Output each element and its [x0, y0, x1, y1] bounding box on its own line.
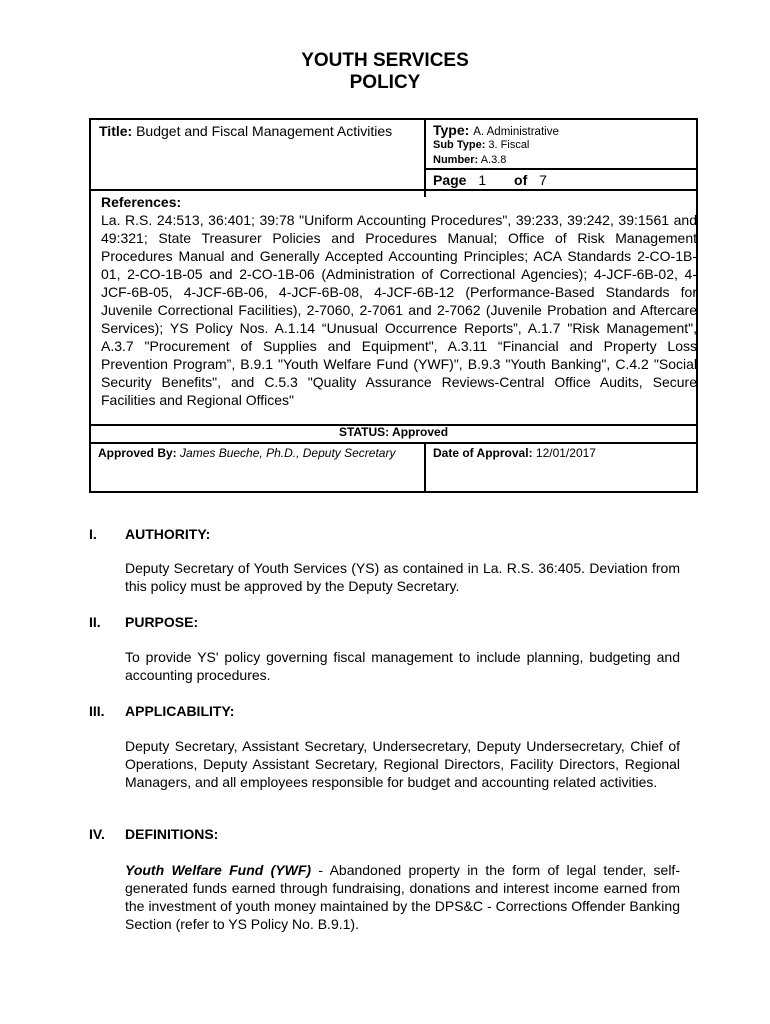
divider-vertical-bottom [424, 442, 426, 493]
type-value: A. Administrative [473, 126, 559, 138]
page-label: Page [433, 172, 467, 188]
title-line-1: YOUTH SERVICES [301, 50, 469, 71]
number-label: Number: [433, 154, 479, 166]
approval-date [433, 446, 596, 460]
date-value: 12/01/2017 [535, 446, 596, 460]
date-label: Date of Approval: [433, 446, 533, 460]
document-title [0, 50, 770, 94]
title-value: Budget and Fiscal Management Activities [136, 123, 393, 139]
divider-approval [91, 442, 696, 444]
section-body: Deputy Secretary, Assistant Secretary, Undersecretary, Deputy Undersecretary, Chief of Operations, Deputy Assistant Secretary, Regional Directors, Facility Directors, Regional Managers, and all employees responsible for budget and accounting related activities. [125, 738, 680, 790]
references [101, 193, 697, 409]
subtype-label: Sub Type: [433, 139, 486, 151]
definition-ywf [125, 861, 680, 933]
status-line: STATUS: Approved [338, 425, 449, 439]
divider-page-row [424, 168, 696, 170]
section-number: III. [89, 703, 105, 719]
definition-text: - Abandoned property in the form of legal tender, self-generated funds earned through fundraising, donations and interest income earned from the investment of youth money maintained by the DPS&C - Corrections Offender Banking Section (refer to YS Policy No. B.9.1). [125, 862, 680, 932]
approved-by-label: Approved By: [98, 446, 177, 460]
type-label: Type: [433, 122, 470, 138]
approved-by [98, 446, 395, 460]
page-total: 7 [539, 172, 547, 188]
subtype-value: 3. Fiscal [488, 139, 530, 151]
policy-title [99, 123, 392, 139]
title-label: Title: [99, 123, 133, 139]
references-label: References: [101, 194, 182, 210]
definition-term: Youth Welfare Fund (YWF) [125, 862, 312, 878]
divider-vertical-top [424, 120, 426, 197]
page-number: 1 [478, 172, 487, 188]
title-line-2: POLICY [349, 72, 421, 93]
section-heading: DEFINITIONS: [125, 826, 219, 842]
section-body: Deputy Secretary of Youth Services (YS) as contained in La. R.S. 36:405. Deviation from this policy must be approved by the Deputy Secretary. [125, 560, 680, 594]
section-heading: PURPOSE: [125, 614, 199, 630]
approved-by-value: James Bueche, Ph.D., Deputy Secretary [180, 446, 396, 460]
section-body: To provide YS' policy governing fiscal management to include planning, budgeting and accounting procedures. [125, 649, 680, 683]
divider-references [91, 189, 696, 191]
section-number: II. [89, 614, 101, 630]
number-value: A.3.8 [480, 154, 507, 166]
of-label: of [514, 172, 528, 188]
policy-header-box [89, 118, 698, 493]
section-number: IV. [89, 826, 105, 842]
section-number: I. [89, 526, 97, 542]
section-heading: AUTHORITY: [125, 526, 211, 542]
policy-type-block [433, 122, 695, 168]
page-indicator [433, 172, 547, 188]
section-heading: APPLICABILITY: [125, 703, 235, 719]
references-text: La. R.S. 24:513, 36:401; 39:78 "Uniform Accounting Procedures", 39:233, 39:242, 39:1561 and 49:321; State Treasurer Policies and Procedures Manual; Office of Risk Management Procedures Manual and Generally Accepted Accounting Principles; ACA Standards 2-CO-1B-01, 2-CO-1B-05 and 2-CO-1B-06 (Administration of Correctional Agencies); 4-JCF-6B-02, 4-JCF-6B-05, 4-JCF-6B-06, 4-JCF-6B-08, 4-JCF-6B-12 (Performance-Based Standards for Juvenile Correctional Facilities), 2-7060, 2-7061 and 2-7062 (Juvenile Probation and Aftercare Services); YS Policy Nos. A.1.14 “Unusual Occurrence Reports”, A.1.7 "Risk Management", A.3.7 "Procurement of Supplies and Equipment", A.3.11 “Financial and Property Loss Prevention Program”, B.9.1 "Youth Welfare Fund (YWF)", B.9.3 "Youth Banking", C.4.2 "Social Security Benefits", and C.5.3 "Quality Assurance Reviews-Central Office Audits, Secure Facilities and Regional Offices" [101, 212, 697, 408]
